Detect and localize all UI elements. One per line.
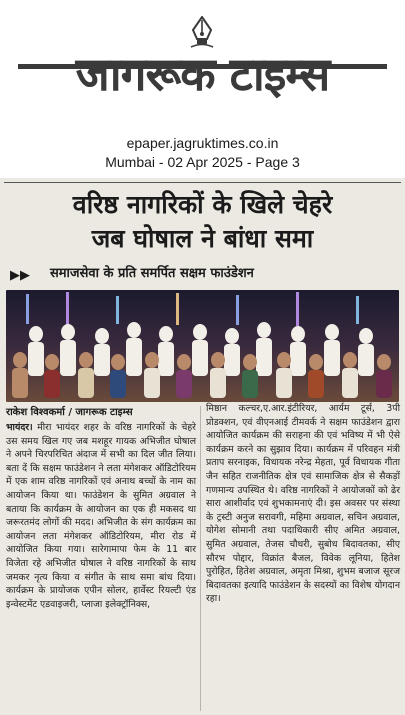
right-column-text: मिष्ठान कल्चर,ए.आर.इंटीरियर, आर्यम टूर्स, 3पी प्रोडक्शन, एवं वीएनआई टीमवर्क ने सक्षम फाउंडेशन द्वारा आयोजित कार्यक्रम की सराहना की एवं भविष्य में भी ऐसे कार्यक्रम करने का सुझाव दिया। कार्यक्रम में परिवहन मंत्री प्रताप सरनाइक, विधायक नरेन्द्र मेहता, पूर्व विधायक गीता जैन सहित राजनीतिक क्षेत्र एवं सामाजिक क्षेत्र से सैकड़ों गणमान्य उपस्थित थे। वरिष्ठ नागरिकों ने आयोजकों को ढेर सारा आशीर्वाद एवं शुभकामनाएं दी। इस अवसर पर संस्था के ट्रस्टी अनुज सरावगी, महिमा अग्रवाल, सचिन अग्रवाल, योगेश सोमानी तथा पदाधिकारी सीए अमित अग्रवाल, सुमित अग्रवाल, तेजस चौधरी, सुबोध बिदावतका, सीए सौरभ पोद्दार, विक्रांत बैजल, विवेक लूनिया, हितेश पुरोहित, हितेश अग्रवाल, अमृता मिश्रा, शुभम बजाज सूरज बिदावतका इत्यादि फाउंडेशन के सदस्यों का विशेष योगदान रहा।: [206, 403, 400, 605]
masthead: [0, 0, 405, 128]
edition-info: [0, 134, 405, 172]
article-subhead: [10, 264, 395, 284]
fountain-pen-icon: [186, 16, 218, 50]
article-headline: [6, 188, 399, 256]
double-arrow-icon: ▶▶: [10, 268, 30, 283]
epaper-url[interactable]: epaper.jagruktimes.co.in: [126, 135, 279, 151]
clipping-top-rule: [4, 182, 401, 183]
article-column-right: [206, 402, 400, 606]
headline-line-1: वरिष्ठ नागरिकों के खिले चेहरे: [72, 190, 333, 219]
news-clipping: [0, 178, 405, 715]
article-column-left: [6, 421, 196, 611]
newspaper-logo: [10, 14, 395, 114]
article-byline: राकेश विश्वकर्मा / जागरूक टाइम्स: [6, 407, 133, 418]
left-column-text: मीरा भायंदर शहर के वरिष्ठ नागरिकों के चेहरे उस समय खिल गए जब मशहूर गायक अभिजीत घोषाल ने अपने चिरपरिचित अंदाज में सभी का दिल जीत लिया। बता दें कि सक्षम फाउंडेशन ने लता मंगेशकर ऑडिटोरियम में एक शाम वरिष्ठ नागरिकों एवं अनाथ बच्चों के नाम का आयोजन किया था। फाउंडेशन के सुमित अग्रवाल ने बताया कि कार्यक्रम के आयोजन का एक ही मकसद था जरूरतमंद लोगों की मदद। अभिजीत के संग कार्यक्रम का आयोजन लता मंगेशकर ऑडिटोरियम, मीरा रोड में आयोजित किया गया। सारेगामापा फेम के 11 बार विजेता रहे अभिजीत घोषाल ने वरिष्ठ नागरिकों के साथ जमकर नृत्य किया व संगीत के साथ समा बांध दिया। कार्यक्रम के प्रायोजक एपीन सोलर, हार्वेस्ट रियल्टी एंड इन्वेस्टमेंट एडवाइजरी, प्लाजा इलेक्ट्रॉनिक्स,: [6, 422, 196, 610]
subhead-text: समाजसेवा के प्रति समर्पित सक्षम फाउंडेशन: [50, 266, 254, 281]
column-divider: [200, 406, 201, 711]
dateline: भायंदर।: [6, 422, 33, 433]
edition-date-page: Mumbai - 02 Apr 2025 - Page 3: [105, 154, 300, 170]
newspaper-title: जागरूक टाइम्स: [75, 47, 330, 101]
event-photo: [6, 290, 399, 402]
headline-line-2: जब घोषाल ने बांधा समा: [91, 224, 314, 253]
